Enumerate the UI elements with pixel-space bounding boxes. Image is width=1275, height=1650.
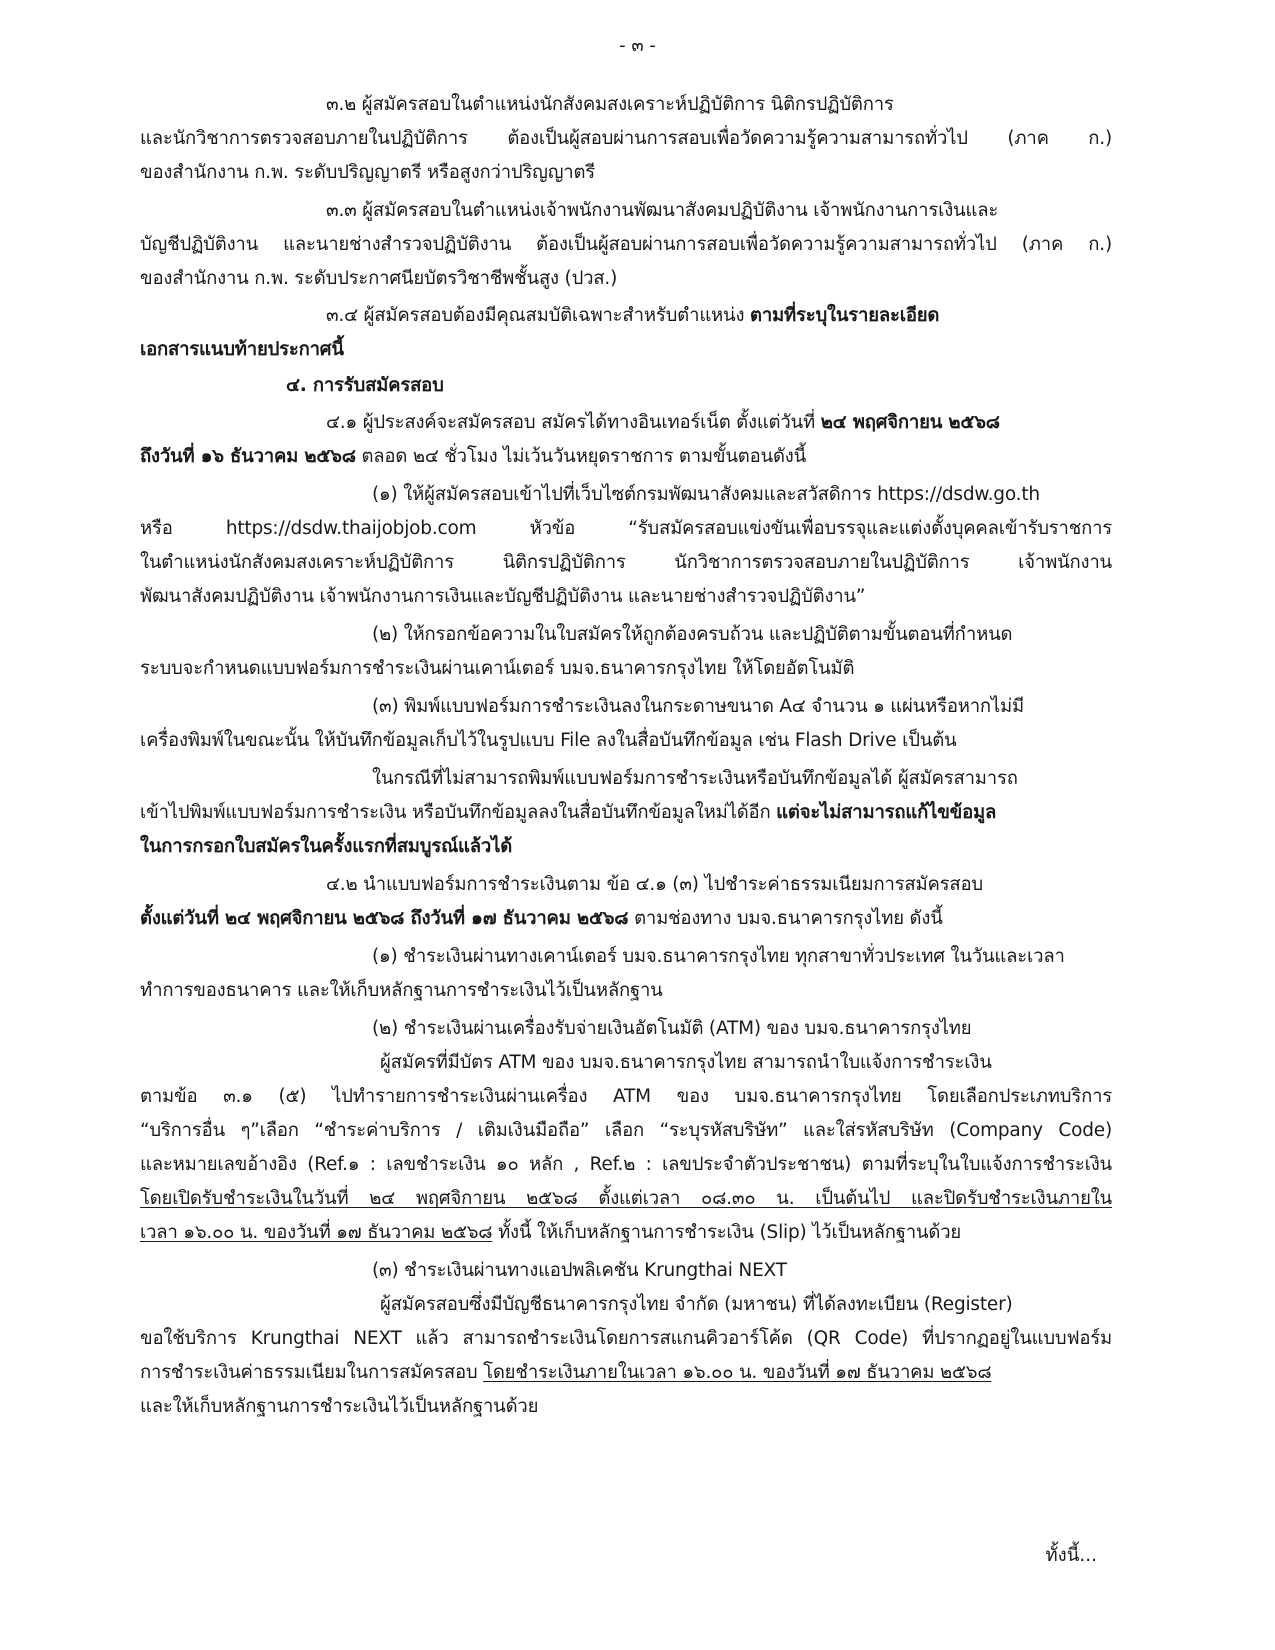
s3-2-line-2: และนักวิชาการตรวจสอบภายในปฏิบัติการ ต้องเป็นผู้สอบผ่านการสอบเพื่อวัดความรู้ความสามารถทั่วไป (ภาค ก.): [140, 128, 1112, 149]
s4-1-p3-line-2: เครื่องพิมพ์ในขณะนั้น ให้บันทึกข้อมูลเก็บไว้ในรูปแบบ File ลงในสื่อบันทึกข้อมูล เช่น Flash Drive เป็นต้น: [140, 730, 957, 751]
s3-4-line-1: [326, 303, 939, 329]
s4-2-p2-line-5: และหมายเลขอ้างอิง (Ref.๑ : เลขชำระเงิน ๑๐ หลัก , Ref.๒ : เลขประจำตัวประชาชน) ตามที่ระบุในใบแจ้งการชำระเงิน: [140, 1154, 1112, 1175]
s4-2-p1-line-2: ทำการของธนาคาร และให้เก็บหลักฐานการชำระเงินไว้เป็นหลักฐาน: [140, 980, 663, 1001]
s4-1-line-1-date: ๒๔ พฤศจิกายน ๒๕๖๘: [820, 412, 1000, 433]
s4-2-p3-line-3: ขอใช้บริการ Krungthai NEXT แล้ว สามารถชำระเงินโดยการสแกนคิวอาร์โค้ด (QR Code) ที่ปรากฏอยู่ในแบบฟอร์ม: [140, 1328, 1112, 1349]
s4-2-p3-line-2: ผู้สมัครสอบซึ่งมีบัญชีธนาคารกรุงไทย จำกัด (มหาชน) ที่ได้ลงทะเบียน (Register): [380, 1294, 1013, 1315]
s4-2-line-1: ๔.๒ นำแบบฟอร์มการชำระเงินตาม ข้อ ๔.๑ (๓) ไปชำระค่าธรรมเนียมการสมัครสอบ: [326, 874, 983, 895]
s4-1-note-line-1: ในกรณีที่ไม่สามารถพิมพ์แบบฟอร์มการชำระเงินหรือบันทึกข้อมูลได้ ผู้สมัครสามารถ: [372, 768, 1018, 789]
s4-2-p3-line-4-text: การชำระเงินค่าธรรมเนียมในการสมัครสอบ: [140, 1362, 478, 1383]
s4-2-p2-line-4: “บริการอื่น ๆ”เลือก “ชำระค่าบริการ / เติมเงินมือถือ” เลือก “ระบุรหัสบริษัท” และใส่รหัสบริษัท (Company Code): [140, 1120, 1112, 1141]
s4-2-line-2-text: ตามช่องทาง บมจ.ธนาคารกรุงไทย ดังนี้: [634, 908, 943, 929]
s4-1-note-line-2-bold: แต่จะไม่สามารถแก้ไขข้อมูล: [776, 802, 997, 823]
s4-1-line-2-text: ตลอด ๒๔ ชั่วโมง ไม่เว้นวันหยุดราชการ ตามขั้นตอนดังนี้: [361, 446, 807, 467]
s4-2-p2-line-2: ผู้สมัครที่มีบัตร ATM ของ บมจ.ธนาคารกรุงไทย สามารถนำใบแจ้งการชำระเงิน: [380, 1052, 992, 1073]
s4-2-line-2: [140, 906, 943, 932]
s4-1-line-1-text: ๔.๑ ผู้ประสงค์จะสมัครสอบ สมัครได้ทางอินเทอร์เน็ต ตั้งแต่วันที่: [326, 412, 815, 433]
s4-1-line-2-date: ถึงวันที่ ๑๖ ธันวาคม ๒๕๖๘: [140, 446, 356, 467]
s4-1-p2-line-2: ระบบจะกำหนดแบบฟอร์มการชำระเงินผ่านเคาน์เตอร์ บมจ.ธนาคารกรุงไทย ให้โดยอัตโนมัติ: [140, 658, 855, 679]
s4-2-p2-line-1: (๒) ชำระเงินผ่านเครื่องรับจ่ายเงินอัตโนมัติ (ATM) ของ บมจ.ธนาคารกรุงไทย: [372, 1018, 972, 1039]
s4-1-p1-line-3: ในตำแหน่งนักสังคมสงเคราะห์ปฏิบัติการ นิติกรปฏิบัติการ นักวิชาการตรวจสอบภายในปฏิบัติการ เจ้าพนักงาน: [140, 552, 1112, 573]
s4-1-note-line-2-text: เข้าไปพิมพ์แบบฟอร์มการชำระเงิน หรือบันทึกข้อมูลลงในสื่อบันทึกข้อมูลใหม่ได้อีก: [140, 802, 771, 823]
s3-3-line-2: บัญชีปฏิบัติงาน และนายช่างสำรวจปฏิบัติงาน ต้องเป็นผู้สอบผ่านการสอบเพื่อวัดความรู้ความสามารถทั่วไป (ภาค ก.): [140, 234, 1112, 255]
s3-4-line-1-bold: ตามที่ระบุในรายละเอียด: [750, 305, 940, 326]
s4-2-p3-line-4: [140, 1360, 991, 1386]
s4-1-p1-line-1: (๑) ให้ผู้สมัครสอบเข้าไปที่เว็บไซต์กรมพัฒนาสังคมและสวัสดิการ https://dsdw.go.th: [372, 484, 1040, 505]
s3-3-line-1: ๓.๓ ผู้สมัครสอบในตำแหน่งเจ้าพนักงานพัฒนาสังคมปฏิบัติงาน เจ้าพนักงานการเงินและ: [326, 200, 999, 221]
s4-2-p2-line-7: [140, 1220, 961, 1246]
s4-1-p1-line-2: หรือ https://dsdw.thaijobjob.com หัวข้อ “รับสมัครสอบแข่งขันเพื่อบรรจุและแต่งตั้งบุคคลเข้ารับราชการ: [140, 518, 1112, 539]
s4-1-note-line-3: ในการกรอกใบสมัครในครั้งแรกที่สมบูรณ์แล้วได้: [140, 836, 513, 857]
s4-1-note-line-2: [140, 800, 996, 826]
s3-2-line-1: ๓.๒ ผู้สมัครสอบในตำแหน่งนักสังคมสงเคราะห์ปฏิบัติการ นิติกรปฏิบัติการ: [326, 94, 894, 115]
s4-1-p2-line-1: (๒) ให้กรอกข้อความในใบสมัครให้ถูกต้องครบถ้วน และปฏิบัติตามขั้นตอนที่กำหนด: [372, 624, 1013, 645]
s4-2-p3-line-1: (๓) ชำระเงินผ่านทางแอปพลิเคชัน Krungthai NEXT: [372, 1260, 787, 1281]
s3-4-line-1-text: ๓.๔ ผู้สมัครสอบต้องมีคุณสมบัติเฉพาะสำหรับตำแหน่ง: [326, 305, 745, 326]
s4-2-p3-line-5: และให้เก็บหลักฐานการชำระเงินไว้เป็นหลักฐานด้วย: [140, 1396, 539, 1417]
s4-2-line-2-dates: ตั้งแต่วันที่ ๒๔ พฤศจิกายน ๒๕๖๘ ถึงวันที่ ๑๗ ธันวาคม ๒๕๖๘: [140, 908, 629, 929]
s4-2-p3-line-4-deadline: โดยชำระเงินภายในเวลา ๑๖.๐๐ น. ของวันที่ ๑๗ ธันวาคม ๒๕๖๘: [483, 1362, 992, 1383]
page-number: - ๓ -: [619, 35, 656, 56]
s3-2-line-3: ของสำนักงาน ก.พ. ระดับปริญญาตรี หรือสูงกว่าปริญญาตรี: [140, 162, 596, 183]
section-4-heading: ๔. การรับสมัครสอบ: [286, 375, 444, 396]
continuation-marker: ทั้งนี้...: [1045, 1545, 1097, 1566]
s4-1-p3-line-1: (๓) พิมพ์แบบฟอร์มการชำระเงินลงในกระดาษขนาด A๔ จำนวน ๑ แผ่นหรือหากไม่มี: [372, 696, 1025, 717]
s3-4-line-2: เอกสารแนบท้ายประกาศนี้: [140, 339, 344, 360]
s4-1-p1-line-4: พัฒนาสังคมปฏิบัติงาน เจ้าพนักงานการเงินและบัญชีปฏิบัติงาน และนายช่างสำรวจปฏิบัติงาน”: [140, 586, 866, 607]
s4-1-line-2: [140, 444, 806, 470]
s4-1-line-1: [326, 410, 1000, 436]
s4-2-p2-line-7-text: ทั้งนี้ ให้เก็บหลักฐานการชำระเงิน (Slip) ไว้เป็นหลักฐานด้วย: [498, 1222, 962, 1243]
s4-2-p1-line-1: (๑) ชำระเงินผ่านทางเคาน์เตอร์ บมจ.ธนาคารกรุงไทย ทุกสาขาทั่วประเทศ ในวันและเวลา: [372, 946, 1065, 967]
s3-3-line-3: ของสำนักงาน ก.พ. ระดับประกาศนียบัตรวิชาชีพชั้นสูง (ปวส.): [140, 268, 618, 289]
s4-2-p2-line-6: โดยเปิดรับชำระเงินในวันที่ ๒๔ พฤศจิกายน ๒๕๖๘ ตั้งแต่เวลา ๐๘.๓๐ น. เป็นต้นไป และปิดรับชำระเงินภายใน: [140, 1188, 1112, 1209]
s4-2-p2-line-3: ตามข้อ ๓.๑ (๕) ไปทำรายการชำระเงินผ่านเครื่อง ATM ของ บมจ.ธนาคารกรุงไทย โดยเลือกประเภทบริการ: [140, 1086, 1112, 1107]
s4-2-p2-line-7-deadline: เวลา ๑๖.๐๐ น. ของวันที่ ๑๗ ธันวาคม ๒๕๖๘: [140, 1222, 493, 1243]
